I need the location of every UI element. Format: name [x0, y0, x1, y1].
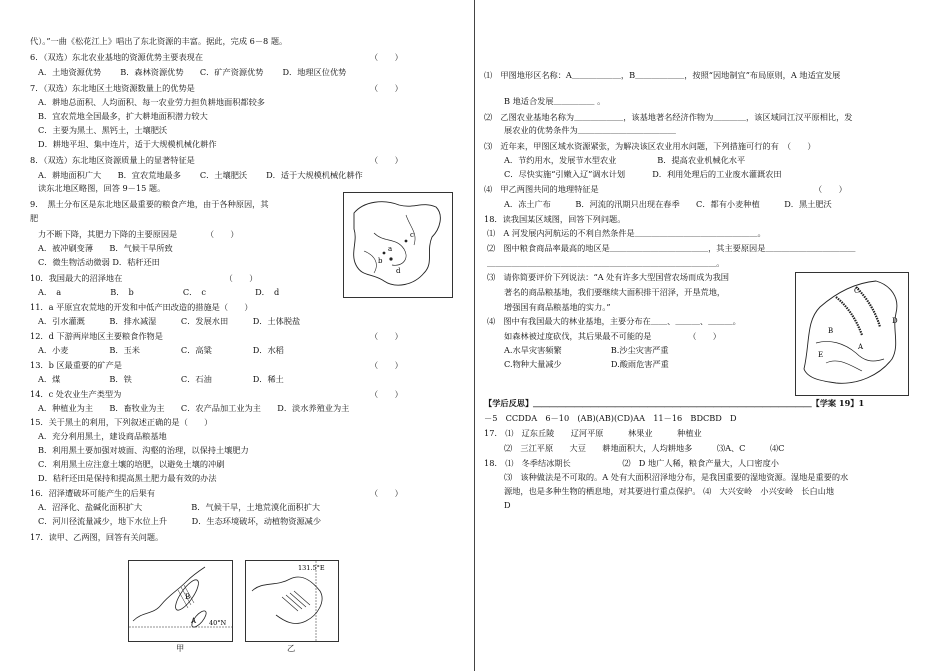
right-text-line: A．冻土广布 B．河流的汛期只出现在春季 C．都有小麦种植 D．黑土肥沃 [504, 199, 832, 209]
answer-paren[interactable]: （ ） [370, 83, 403, 93]
map-yi-figure [245, 560, 339, 642]
right-text-line: ⑵ 乙图农业基地名称为＿＿＿＿＿＿，该基地著名经济作物为＿＿＿＿，该区域同江汉平原相比，发 [484, 112, 853, 122]
right-text-line: 【学后反思】＿＿＿＿＿＿＿＿＿＿＿＿＿＿＿＿＿＿＿＿＿＿＿＿＿＿＿＿＿＿＿＿＿＿【学案 19】1 [484, 398, 865, 408]
left-text-line: 7．（双选）东北地区土地资源数量上的优势是 [30, 83, 195, 93]
right-text-line: ⑷ 图中有我国最大的林业基地，主要分布在＿＿、＿＿＿、＿＿＿。 [487, 316, 741, 326]
map-label-b: b [378, 257, 383, 265]
right-text-line: 增强国有商品粮基地的实力。” [504, 302, 611, 312]
right-text-line: －5 CCDDA 6－10 (AB)(AB)(CD)AA 11－16 BDCBD D [484, 413, 737, 423]
left-text-line: 13．b 区最重要的矿产是 [30, 360, 122, 370]
right-text-line: ⑶ 请你简要评价下列说法：“A 处有许多大型国营农场而成为我国 [487, 272, 729, 282]
left-text-line: C．微生物活动微弱 D．秸秆还田 [38, 257, 160, 267]
right-text-line: C．尽快实施“引嫩入辽”调水计划 D．利用处理后的工业废水灌溉农田 [504, 169, 782, 179]
left-text-line: C．主要为黑土、黑钙土，土壤肥沃 [38, 125, 168, 135]
right-text-line: ⑶ 近年来，甲图区域水资源紧张，为解决该区农业用水问题，下列措施可行的有 （ ） [484, 141, 816, 151]
map-jia-label-b: B [185, 593, 191, 601]
left-text-line: A．耕地面积广大 B．宜农荒地最多 C．土壤肥沃 D．适于大规模机械化耕作 [38, 170, 363, 180]
map-jia [129, 561, 232, 641]
left-text-line: A．耕地总面积、人均面积、每一农业劳力担负耕地面积都较多 [38, 97, 265, 107]
map-yi-longitude: 131.5°E [298, 564, 325, 572]
right-text-line: 源地，也是多种生物的栖息地，对其要进行重点保护。 ⑷ 大兴安岭 小兴安岭 长白山地 [504, 486, 835, 496]
left-text-line: 11．a 平原宜农荒地的开发和中低产田改造的措施是（ ） [30, 302, 253, 312]
answer-paren[interactable]: （ ） [370, 488, 403, 498]
map-yi-caption: 乙 [287, 643, 296, 653]
right-text-line: 18．读我国某区域图，回答下列问题。 [484, 214, 626, 224]
right-text-line: ⑶ 该种做法是不可取的。A 处有大面积沼泽地分布，是我国重要的湿地资源。湿地是重要的水 [504, 472, 849, 482]
left-text-line: 12．d 下游两岸地区主要粮食作物是 [30, 331, 163, 341]
column-divider [474, 0, 475, 671]
answer-paren[interactable]: （ ） [370, 52, 403, 62]
region-label-b: B [828, 327, 834, 335]
map-label-d: d [396, 267, 401, 275]
answer-paren[interactable]: （ ） [370, 360, 403, 370]
region-label-a: A [858, 343, 864, 351]
map-label-a: a [388, 245, 393, 253]
right-text-line: 著名的商品粮基地，我们要继续大面积排干沼泽，开垦荒地， [504, 287, 726, 297]
map-jia-latitude: 40°N [209, 619, 227, 627]
left-text-line: 代）。”一曲《松花江上》唱出了东北资源的丰富。据此，完成 6－8 题。 [30, 36, 288, 46]
right-text-line: ⑷ 甲乙两图共同的地理特征是 [484, 184, 599, 194]
left-text-line: 9． 黑土分布区是东北地区最重要的粮食产地，由于各种原因，其 [30, 199, 269, 209]
left-text-line: 肥 [30, 213, 39, 223]
left-text-line: D．耕地平坦、集中连片，适于大规模机械化耕作 [38, 139, 217, 149]
left-text-line: A．充分利用黑土，建设商品粮基地 [38, 431, 167, 441]
left-text-line: 16．沼泽遭破坏可能产生的后果有 [30, 488, 156, 498]
region-label-d: D [892, 317, 898, 325]
northeast-map [344, 193, 452, 297]
right-text-line: A．节约用水，发展节水型农业 B．提高农业机械化水平 [504, 155, 746, 165]
right-text-line: D [504, 500, 511, 510]
left-text-line: 6．（双选）东北农业基地的资源优势主要表现在 [30, 52, 204, 62]
map-yi [246, 561, 338, 641]
left-text-line: 14．c 处农业生产类型为 [30, 389, 122, 399]
right-text-line: B 地适合发展＿＿＿＿＿ 。 [504, 96, 606, 106]
right-text-line: ＿＿＿＿＿＿＿＿＿＿＿＿＿＿＿＿＿＿＿＿＿＿＿＿＿＿＿＿。 [487, 258, 725, 268]
map-label-c: c [410, 231, 414, 239]
right-text-line: 18. ⑴ 冬季结冰期长 ⑵ D 地广人稀，粮食产量大，人口密度小 [484, 458, 779, 468]
left-text-line: 17．读甲、乙两图，回答有关问题。 [30, 532, 164, 542]
left-text-line: C．利用黑土应注意土壤的培肥，以避免土壤的冲刷 [38, 459, 225, 469]
right-text-line: ⑴ 甲图地形区名称：A＿＿＿＿＿＿，B＿＿＿＿＿＿，按照“因地制宜”布局原则，A 地适宜发展 [484, 70, 841, 80]
left-text-line: 8．（双选）东北地区资源质量上的显著特征是 [30, 155, 195, 165]
region-label-e: E [818, 351, 824, 359]
northeast-map-figure [343, 192, 453, 298]
right-text-line: 如森林被过度砍伐，其后果最不可能的是 （ ） [504, 331, 721, 341]
answer-paren[interactable]: （ ） [370, 331, 403, 341]
left-text-line: A． a B． b C． c D． d [38, 287, 280, 297]
map-jia-label-a: A [191, 617, 197, 625]
left-text-line: D．秸秆还田是保持和提高黑土肥力最有效的办法 [38, 473, 217, 483]
right-text-line: 展农业的优势条件为＿＿＿＿＿＿＿＿＿＿＿＿ [504, 125, 676, 135]
left-text-line: 10．我国最大的沼泽地在 （ ） [30, 273, 258, 283]
region-map-figure [795, 272, 909, 396]
region-map [796, 273, 908, 395]
left-text-line: A．被冲刷变薄 B．气候干旱所致 [38, 243, 173, 253]
left-text-line: C．河川径流量减少，地下水位上升 D．生态环境破坏，动植物资源减少 [38, 516, 322, 526]
map-jia-caption: 甲 [176, 643, 185, 653]
right-text-line: C.物种大量减少 D.酸雨危害严重 [504, 359, 669, 369]
right-text-line: ⑵ 图中粮食商品率最高的地区是＿＿＿＿＿＿＿＿＿＿＿＿，其主要原因是＿＿＿＿＿＿＿＿＿＿＿ [487, 243, 856, 253]
right-text-line: 17. ⑴ 辽东丘陵 辽河平原 林果业 种植业 [484, 428, 702, 438]
left-text-line: B．利用黑土要加强对坡面、沟壑的治理，以保持土壤肥力 [38, 445, 249, 455]
answer-paren[interactable]: （ ） [370, 389, 403, 399]
left-text-line: B．宜农荒地全国最多，扩大耕地面积潜力较大 [38, 111, 208, 121]
left-text-line: A．土地资源优势 B．森林资源优势 C．矿产资源优势 D．地理区位优势 [38, 67, 347, 77]
left-text-line: A．引水灌溉 B．排水减湿 C．发展水田 D．土体脱盐 [38, 316, 301, 326]
left-text-line: A．小麦 B．玉米 C．高粱 D．水稻 [38, 345, 284, 355]
left-text-line: 读东北地区略图，回答 9－15 题。 [38, 183, 166, 193]
right-text-line: ⑴ A 河发展内河航运的不利自然条件是＿＿＿＿＿＿＿＿＿＿＿＿＿＿＿。 [487, 228, 766, 238]
left-text-line: 15．关于黑土的利用，下列叙述正确的是（ ） [30, 417, 213, 427]
left-text-line: A．种植业为主 B．畜牧业为主 C．农产品加工业为主 D．淡水养殖业为主 [38, 403, 350, 413]
left-text-line: 力不断下降，其肥力下降的主要原因是 （ ） [38, 229, 239, 239]
answer-paren[interactable]: （ ） [814, 184, 847, 194]
map-jia-figure [128, 560, 233, 642]
left-text-line: A．沼泽化、盐碱化面积扩大 B．气候干旱，土地荒漠化面积扩大 [38, 502, 321, 512]
answer-paren[interactable]: （ ） [370, 155, 403, 165]
right-text-line: ⑵ 三江平原 大豆 耕地面积大，人均耕地多 ⑶A、C ⑷C [504, 443, 785, 453]
left-text-line: A．煤 B．铁 C．石油 D．稀土 [38, 374, 284, 384]
region-label-c: C [854, 287, 860, 295]
right-text-line: A.水旱灾害频繁 B.沙尘灾害严重 [504, 345, 669, 355]
